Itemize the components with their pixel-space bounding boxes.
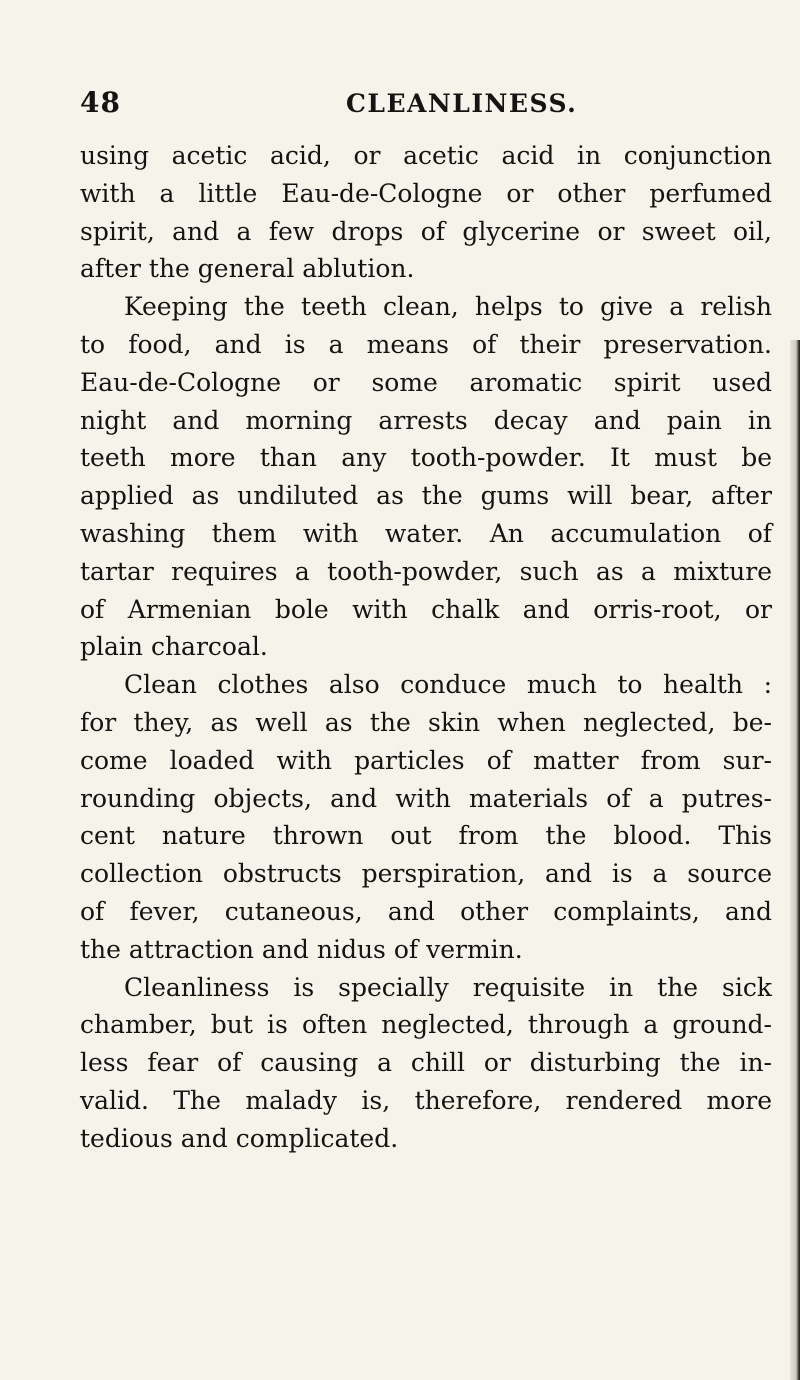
text-line: valid. The malady is, therefore, rendered more: [80, 1085, 772, 1115]
text-line: teeth more than any tooth-powder. It must be: [80, 443, 772, 473]
text-line: collection obstructs perspiration, and is a source: [80, 859, 772, 889]
text-line: less fear of causing a chill or disturbing the in-: [80, 1048, 772, 1078]
text-line: to food, and is a means of their preservation.: [80, 329, 772, 359]
text-line: of fever, cutaneous, and other complaints, and: [80, 896, 772, 926]
text-line: rounding objects, and with materials of a putres-: [80, 783, 772, 813]
text-line: cent nature thrown out from the blood. This: [80, 821, 772, 851]
text-line: of Armenian bole with chalk and orris-root, or: [80, 594, 772, 624]
text-line: washing them with water. An accumulation of: [80, 518, 772, 548]
running-head: CLEANLINESS.: [346, 89, 578, 118]
text-line: plain charcoal.: [80, 632, 268, 662]
text-line: applied as undiluted as the gums will bear, after: [80, 481, 772, 511]
page-edge-shadow: [790, 340, 800, 1380]
body-text: [80, 137, 772, 1158]
text-line: tartar requires a tooth-powder, such as a mixture: [80, 556, 772, 586]
text-line: spirit, and a few drops of glycerine or sweet oil,: [80, 216, 772, 246]
text-line: come loaded with particles of matter from sur-: [80, 745, 772, 775]
text-line: tedious and complicated.: [80, 1123, 399, 1153]
paragraph-start-line: Cleanliness is specially requisite in the sick: [124, 972, 772, 1002]
text-line: the attraction and nidus of vermin.: [80, 934, 523, 964]
text-line: for they, as well as the skin when neglected, be-: [80, 707, 772, 737]
paragraph-start-line: Clean clothes also conduce much to health :: [124, 670, 772, 700]
text-line: chamber, but is often neglected, through a ground-: [80, 1010, 772, 1040]
text-line: Eau-de-Cologne or some aromatic spirit used: [80, 367, 772, 397]
text-line: after the general ablution.: [80, 254, 415, 284]
page-number: 48: [80, 86, 121, 119]
paragraph-start-line: Keeping the teeth clean, helps to give a relish: [124, 292, 772, 322]
text-line: night and morning arrests decay and pain in: [80, 405, 772, 435]
text-line: using acetic acid, or acetic acid in conjunction: [80, 141, 772, 170]
page-header: [80, 86, 772, 122]
text-line: with a little Eau-de-Cologne or other perfumed: [80, 178, 772, 208]
